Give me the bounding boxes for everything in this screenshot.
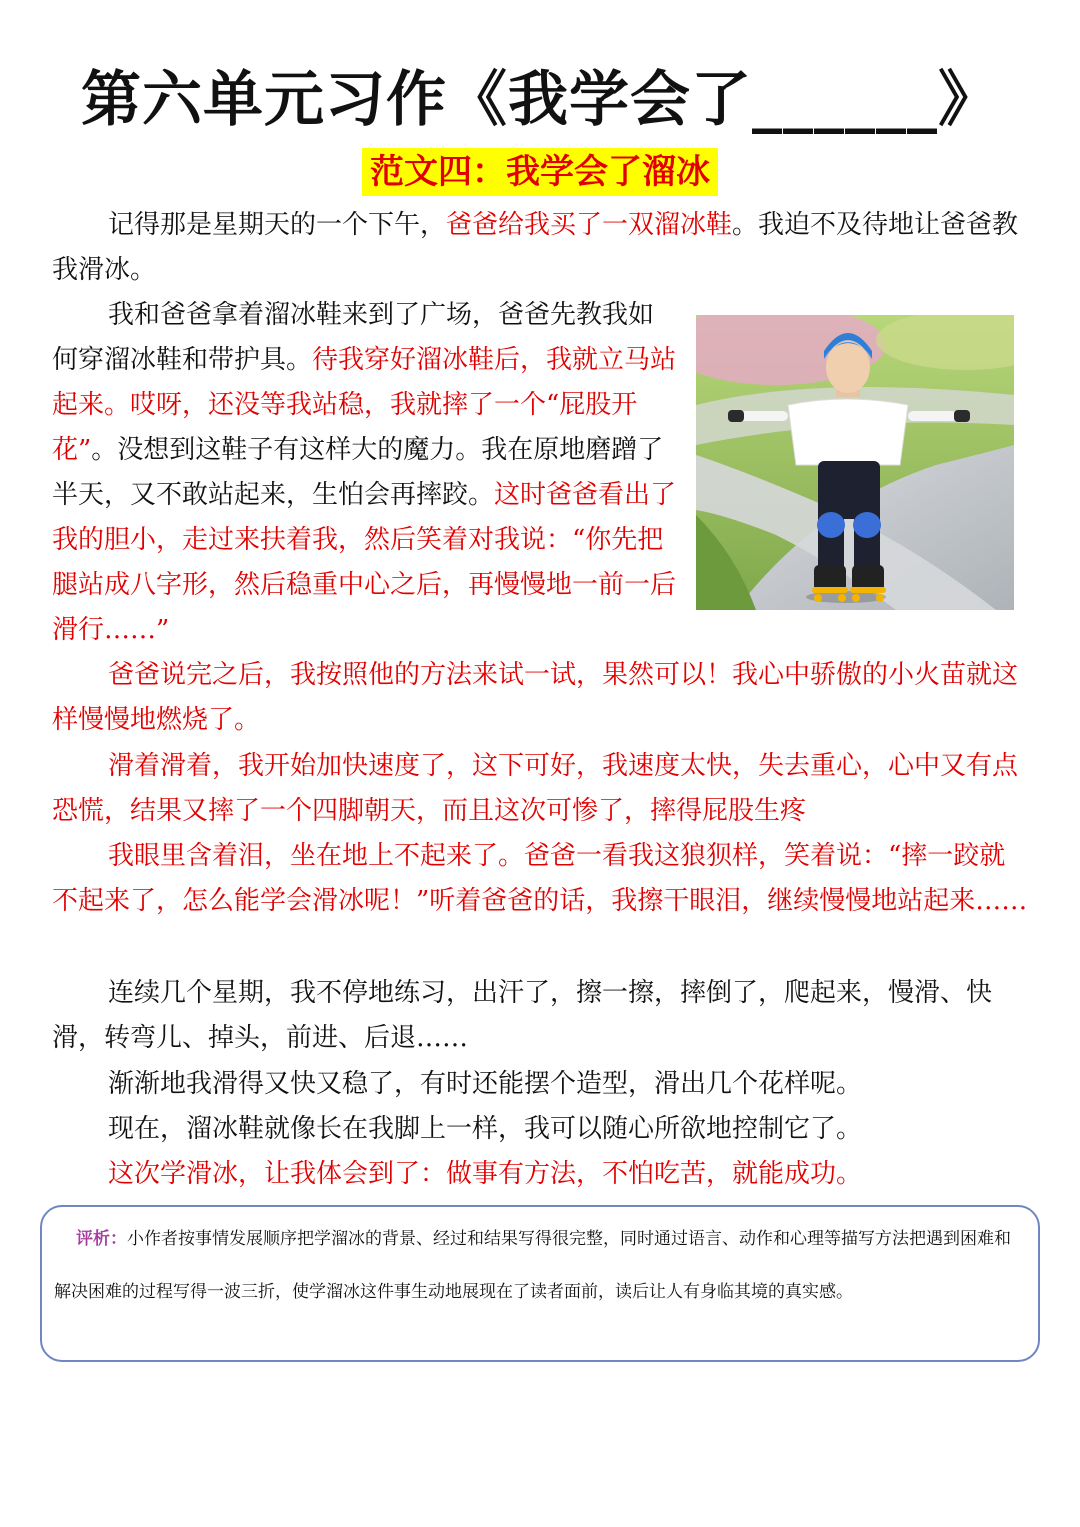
p2-segment: 。没想到这鞋子有这样大的魔力。我在原地磨蹭了半天，又不敢站起来，生怕会再摔跤。 [52, 435, 664, 510]
paragraph-7 [52, 1062, 1030, 1107]
subtitle-container [0, 148, 1080, 196]
paragraph-8 [52, 1107, 1030, 1152]
p5-segment: 我眼里含着泪，坐在地上不起来了。爸爸一看我这狼狈样，笑着说：“摔一跤就不起来了，怎么能学会滑冰呢！”听着爸爸的话，我擦干眼泪，继续慢慢地站起来…… [52, 841, 1028, 916]
p9-segment: 这次学滑冰，让我体会到了：做事有方法，不怕吃苦，就能成功。 [108, 1159, 863, 1189]
p7-segment: 渐渐地我滑得又快又稳了，有时还能摆个造型，滑出几个花样呢。 [108, 1069, 863, 1099]
p6-segment: 连续几个星期，我不停地练习，出汗了，擦一擦，摔倒了，爬起来，慢滑、快滑，转弯儿、掉头，前进、后退…… [52, 978, 993, 1053]
essay-subtitle: 范文四：我学会了溜冰 [362, 148, 718, 196]
p4-segment: 滑着滑着，我开始加快速度了，这下可好，我速度太快，失去重心，心中又有点恐慌，结果又摔了一个四脚朝天，而且这次可惨了，摔得屁股生疼 [52, 751, 1019, 826]
paragraph-9 [52, 1152, 1030, 1197]
p1-segment: 爸爸给我买了一双溜冰鞋 [446, 210, 733, 240]
paragraph-5 [52, 834, 1030, 924]
page-title: 第六单元习作《我学会了______》 [81, 65, 999, 135]
paragraph-6 [52, 971, 1030, 1061]
roller-skating-photo [696, 315, 1014, 610]
p1-segment: 。我迫不及待地让爸爸教我滑冰。 [52, 210, 1019, 285]
paragraph-2 [52, 293, 678, 653]
review-label: 评析： [76, 1229, 127, 1249]
p2-segment: 我和爸爸拿着溜冰鞋来到了广场，爸爸先教我如何穿溜冰鞋和带护具。 [52, 300, 655, 375]
review-box [40, 1205, 1040, 1362]
review-text: 小作者按事情发展顺序把学溜冰的背景、经过和结果写得很完整，同时通过语言、动作和心理等描写方法把遇到困难和解决困难的过程写得一波三折，使学溜冰这件事生动地展现在了读者面前，读后让人有身临其境的真实感。 [54, 1229, 1011, 1302]
p1-segment: 记得那是星期天的一个下午， [108, 210, 447, 240]
p8-segment: 现在，溜冰鞋就像长在我脚上一样，我可以随心所欲地控制它了。 [108, 1114, 863, 1144]
p3-segment: 爸爸说完之后，我按照他的方法来试一试，果然可以！我心中骄傲的小火苗就这样慢慢地燃烧了。 [52, 660, 1019, 735]
p2-segment: 待我穿好溜冰鞋后，我就立马站起来。哎呀，还没等我站稳，我就摔了一个“屁股开花” [52, 345, 677, 465]
paragraph-4 [52, 744, 1030, 834]
paragraph-1 [52, 203, 1030, 293]
p2-segment: 这时爸爸看出了我的胆小，走过来扶着我，然后笑着对我说：“你先把腿站成八字形，然后稳重中心之后，再慢慢地一前一后滑行……” [52, 480, 677, 645]
paragraph-3 [52, 653, 1030, 743]
review-text-block [54, 1213, 1026, 1319]
